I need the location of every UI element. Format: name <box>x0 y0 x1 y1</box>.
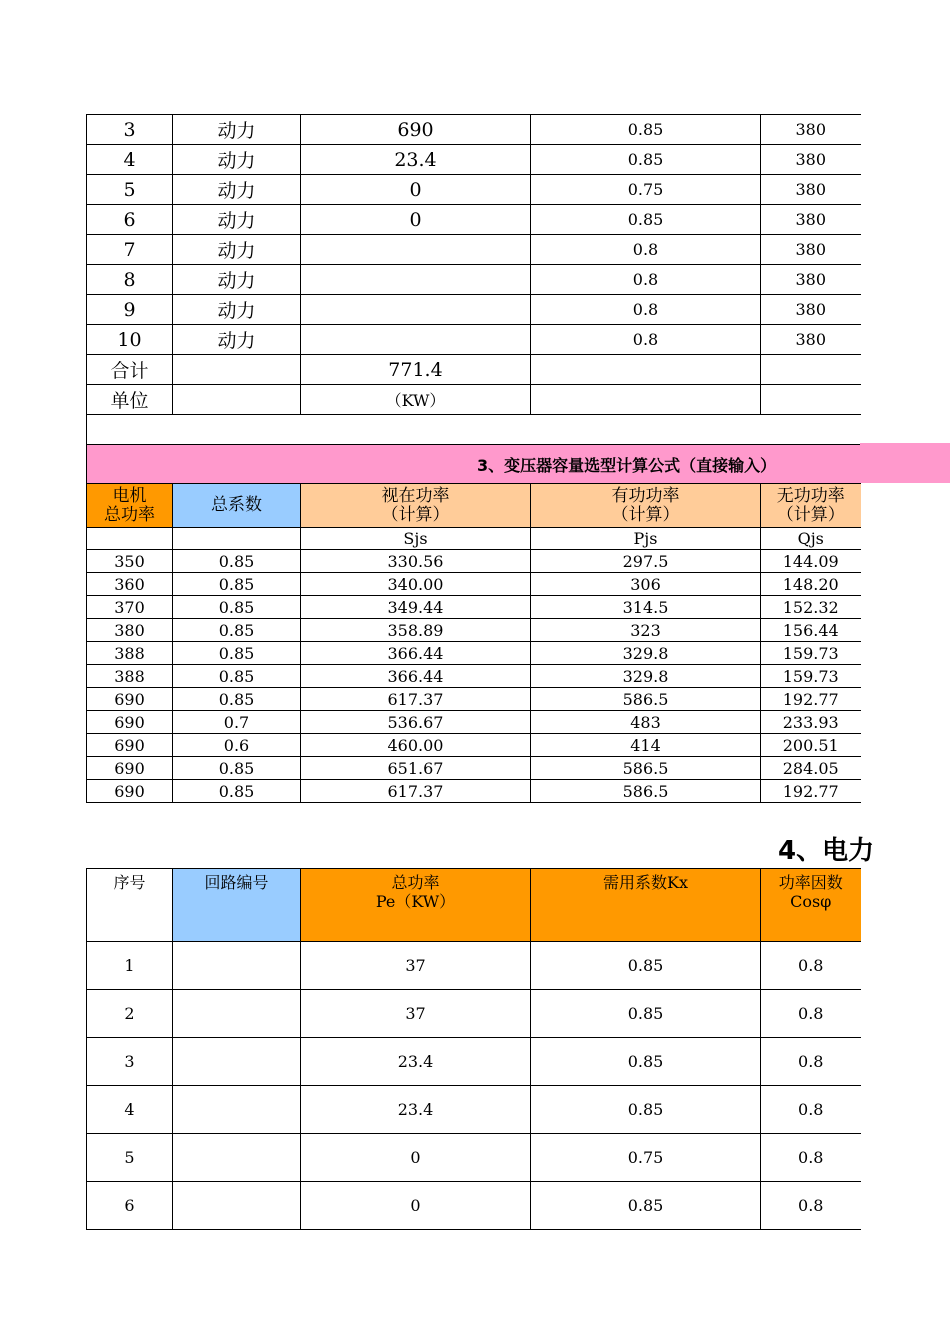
motor-power[interactable]: 388 <box>87 665 173 688</box>
active-power[interactable]: 586.5 <box>531 688 761 711</box>
reactive-power[interactable]: 159.73 <box>761 642 861 665</box>
row-number[interactable]: 9 <box>87 295 173 325</box>
motor-power[interactable]: 380 <box>87 619 173 642</box>
apparent-power[interactable]: 617.37 <box>301 688 531 711</box>
total-power[interactable]: 23.4 <box>301 1086 531 1134</box>
row-number[interactable]: 3 <box>87 1038 173 1086</box>
table-row <box>87 688 861 711</box>
section3-title-row <box>87 445 861 484</box>
table-row <box>87 295 861 325</box>
total-power[interactable]: 0 <box>301 1134 531 1182</box>
demand-coef[interactable]: 0.85 <box>531 1182 761 1230</box>
table-row <box>87 942 861 990</box>
unit-row <box>87 385 861 415</box>
active-symbol[interactable]: Pjs <box>531 528 761 550</box>
table-row <box>87 642 861 665</box>
active-power[interactable]: 483 <box>531 711 761 734</box>
table-row <box>87 550 861 573</box>
section3-banner-overflow <box>860 443 950 483</box>
row-number[interactable]: 6 <box>87 1182 173 1230</box>
row-number[interactable]: 4 <box>87 145 173 175</box>
table-row <box>87 1086 861 1134</box>
load-calculation-table <box>86 114 861 803</box>
circuit-number[interactable] <box>173 1182 301 1230</box>
empty-cell[interactable] <box>531 355 761 385</box>
total-coef[interactable]: 0.85 <box>173 688 301 711</box>
total-coef[interactable]: 0.7 <box>173 711 301 734</box>
voltage[interactable]: 380 <box>761 115 861 145</box>
total-coef[interactable]: 0.85 <box>173 642 301 665</box>
total-row <box>87 355 861 385</box>
power-factor[interactable]: 0.8 <box>761 1086 861 1134</box>
motor-power[interactable]: 690 <box>87 688 173 711</box>
apparent-power[interactable]: 536.67 <box>301 711 531 734</box>
section4-title: 4、电力 <box>778 836 875 866</box>
voltage[interactable]: 380 <box>761 325 861 355</box>
apparent-power[interactable]: 349.44 <box>301 596 531 619</box>
power-value[interactable]: 690 <box>301 115 531 145</box>
total-power[interactable]: 37 <box>301 942 531 990</box>
reactive-power[interactable]: 156.44 <box>761 619 861 642</box>
active-power[interactable]: 306 <box>531 573 761 596</box>
apparent-power[interactable]: 366.44 <box>301 642 531 665</box>
active-power[interactable]: 586.5 <box>531 780 761 803</box>
total-power-header[interactable]: 总功率 Pe（KW） <box>301 869 531 942</box>
power-value[interactable]: 0 <box>301 205 531 235</box>
motor-power[interactable]: 370 <box>87 596 173 619</box>
circuit-number[interactable] <box>173 1086 301 1134</box>
circuit-number[interactable] <box>173 1038 301 1086</box>
coefficient[interactable]: 0.8 <box>531 325 761 355</box>
row-number[interactable]: 3 <box>87 115 173 145</box>
power-factor[interactable]: 0.8 <box>761 1134 861 1182</box>
table-row <box>87 1038 861 1086</box>
unit-value[interactable]: （KW） <box>301 385 531 415</box>
load-type[interactable]: 动力 <box>173 145 301 175</box>
apparent-power[interactable]: 617.37 <box>301 780 531 803</box>
total-power[interactable]: 37 <box>301 990 531 1038</box>
empty-cell[interactable] <box>173 385 301 415</box>
coefficient[interactable]: 0.8 <box>531 235 761 265</box>
empty-cell[interactable] <box>531 385 761 415</box>
total-power[interactable]: 23.4 <box>301 1038 531 1086</box>
power-value[interactable] <box>301 325 531 355</box>
table-row <box>87 990 861 1038</box>
total-coef[interactable]: 0.85 <box>173 780 301 803</box>
motor-power[interactable]: 388 <box>87 642 173 665</box>
apparent-power[interactable]: 366.44 <box>301 665 531 688</box>
total-coef-header[interactable]: 总系数 <box>173 484 301 528</box>
table-row <box>87 1134 861 1182</box>
demand-coef-header[interactable]: 需用系数Kx <box>531 869 761 942</box>
apparent-power[interactable]: 358.89 <box>301 619 531 642</box>
total-coef[interactable]: 0.6 <box>173 734 301 757</box>
circuit-number[interactable] <box>173 942 301 990</box>
voltage[interactable]: 380 <box>761 175 861 205</box>
active-power[interactable]: 297.5 <box>531 550 761 573</box>
table-row <box>87 235 861 265</box>
apparent-power[interactable]: 651.67 <box>301 757 531 780</box>
coefficient[interactable]: 0.85 <box>531 145 761 175</box>
row-number[interactable]: 5 <box>87 175 173 205</box>
table-row <box>87 711 861 734</box>
section3-title[interactable] <box>87 445 861 484</box>
row-number[interactable]: 4 <box>87 1086 173 1134</box>
row-number[interactable]: 7 <box>87 235 173 265</box>
voltage[interactable]: 380 <box>761 145 861 175</box>
power-factor-header[interactable]: 功率因数 Cosφ <box>761 869 861 942</box>
active-power[interactable]: 329.8 <box>531 665 761 688</box>
empty-cell[interactable] <box>173 355 301 385</box>
coefficient[interactable]: 0.75 <box>531 175 761 205</box>
row-number[interactable]: 10 <box>87 325 173 355</box>
reactive-power[interactable]: 144.09 <box>761 550 861 573</box>
demand-coef[interactable]: 0.85 <box>531 942 761 990</box>
row-number[interactable]: 5 <box>87 1134 173 1182</box>
power-factor[interactable]: 0.8 <box>761 990 861 1038</box>
load-type[interactable]: 动力 <box>173 235 301 265</box>
motor-power[interactable]: 690 <box>87 711 173 734</box>
row-number[interactable]: 6 <box>87 205 173 235</box>
reactive-power[interactable]: 159.73 <box>761 665 861 688</box>
demand-coef[interactable]: 0.85 <box>531 1038 761 1086</box>
reactive-power[interactable]: 200.51 <box>761 734 861 757</box>
total-value[interactable]: 771.4 <box>301 355 531 385</box>
table-row <box>87 265 861 295</box>
circuit-number[interactable] <box>173 990 301 1038</box>
power-value[interactable] <box>301 295 531 325</box>
power-value[interactable] <box>301 265 531 295</box>
coefficient[interactable]: 0.85 <box>531 115 761 145</box>
motor-power[interactable]: 690 <box>87 757 173 780</box>
load-type[interactable]: 动力 <box>173 295 301 325</box>
table-row <box>87 780 861 803</box>
section3-header-row <box>87 484 861 528</box>
active-power[interactable]: 314.5 <box>531 596 761 619</box>
total-label[interactable]: 合计 <box>87 355 173 385</box>
demand-coef[interactable]: 0.75 <box>531 1134 761 1182</box>
empty-cell[interactable] <box>87 528 173 550</box>
apparent-power-header[interactable]: 视在功率 （计算） <box>301 484 531 528</box>
row-number[interactable]: 1 <box>87 942 173 990</box>
load-type[interactable]: 动力 <box>173 265 301 295</box>
empty-cell[interactable] <box>173 528 301 550</box>
apparent-power[interactable]: 340.00 <box>301 573 531 596</box>
motor-power[interactable]: 360 <box>87 573 173 596</box>
power-value[interactable]: 23.4 <box>301 145 531 175</box>
power-factor[interactable]: 0.8 <box>761 1038 861 1086</box>
empty-cell[interactable] <box>761 385 861 415</box>
total-coef[interactable]: 0.85 <box>173 596 301 619</box>
section4-header-row <box>87 869 861 942</box>
active-power-header[interactable]: 有功功率 （计算） <box>531 484 761 528</box>
apparent-power[interactable]: 460.00 <box>301 734 531 757</box>
spacer-row <box>87 415 861 445</box>
total-coef[interactable]: 0.85 <box>173 619 301 642</box>
empty-cell[interactable] <box>87 415 861 445</box>
power-circuit-table <box>86 868 861 1230</box>
table-row <box>87 619 861 642</box>
reactive-power[interactable]: 192.77 <box>761 780 861 803</box>
reactive-symbol[interactable]: Qjs <box>761 528 861 550</box>
active-power[interactable]: 586.5 <box>531 757 761 780</box>
table-row <box>87 1182 861 1230</box>
motor-power[interactable]: 690 <box>87 780 173 803</box>
power-value[interactable]: 0 <box>301 175 531 205</box>
no-header[interactable]: 序号 <box>87 869 173 942</box>
table-row <box>87 325 861 355</box>
load-type[interactable]: 动力 <box>173 115 301 145</box>
load-type[interactable]: 动力 <box>173 175 301 205</box>
load-type[interactable]: 动力 <box>173 325 301 355</box>
voltage[interactable]: 380 <box>761 205 861 235</box>
circuit-header[interactable]: 回路编号 <box>173 869 301 942</box>
reactive-power-header[interactable]: 无功功率 （计算） <box>761 484 861 528</box>
table-row <box>87 757 861 780</box>
table-row <box>87 596 861 619</box>
table-row <box>87 573 861 596</box>
power-value[interactable] <box>301 235 531 265</box>
power-factor[interactable]: 0.8 <box>761 942 861 990</box>
circuit-number[interactable] <box>173 1134 301 1182</box>
table-row <box>87 205 861 235</box>
power-factor[interactable]: 0.8 <box>761 1182 861 1230</box>
total-coef[interactable]: 0.85 <box>173 757 301 780</box>
total-coef[interactable]: 0.85 <box>173 550 301 573</box>
reactive-power[interactable]: 192.77 <box>761 688 861 711</box>
active-power[interactable]: 414 <box>531 734 761 757</box>
reactive-power[interactable]: 284.05 <box>761 757 861 780</box>
row-number[interactable]: 2 <box>87 990 173 1038</box>
total-power[interactable]: 0 <box>301 1182 531 1230</box>
active-power[interactable]: 323 <box>531 619 761 642</box>
voltage[interactable]: 380 <box>761 265 861 295</box>
table-row <box>87 665 861 688</box>
voltage[interactable]: 380 <box>761 235 861 265</box>
empty-cell[interactable] <box>761 355 861 385</box>
demand-coef[interactable]: 0.85 <box>531 990 761 1038</box>
table-row <box>87 115 861 145</box>
active-power[interactable]: 329.8 <box>531 642 761 665</box>
apparent-power[interactable]: 330.56 <box>301 550 531 573</box>
motor-power-header[interactable]: 电机 总功率 <box>87 484 173 528</box>
demand-coef[interactable]: 0.85 <box>531 1086 761 1134</box>
symbol-row <box>87 528 861 550</box>
table-row <box>87 175 861 205</box>
table-row <box>87 734 861 757</box>
coefficient[interactable]: 0.8 <box>531 295 761 325</box>
row-number[interactable]: 8 <box>87 265 173 295</box>
voltage[interactable]: 380 <box>761 295 861 325</box>
coefficient[interactable]: 0.85 <box>531 205 761 235</box>
reactive-power[interactable]: 233.93 <box>761 711 861 734</box>
total-coef[interactable]: 0.85 <box>173 573 301 596</box>
table-row <box>87 145 861 175</box>
total-coef[interactable]: 0.85 <box>173 665 301 688</box>
unit-label[interactable]: 单位 <box>87 385 173 415</box>
motor-power[interactable]: 350 <box>87 550 173 573</box>
motor-power[interactable]: 690 <box>87 734 173 757</box>
reactive-power[interactable]: 148.20 <box>761 573 861 596</box>
apparent-symbol[interactable]: Sjs <box>301 528 531 550</box>
load-type[interactable]: 动力 <box>173 205 301 235</box>
section3-title-text: 3、变压器容量选型计算公式（直接输入） <box>477 455 777 475</box>
reactive-power[interactable]: 152.32 <box>761 596 861 619</box>
coefficient[interactable]: 0.8 <box>531 265 761 295</box>
